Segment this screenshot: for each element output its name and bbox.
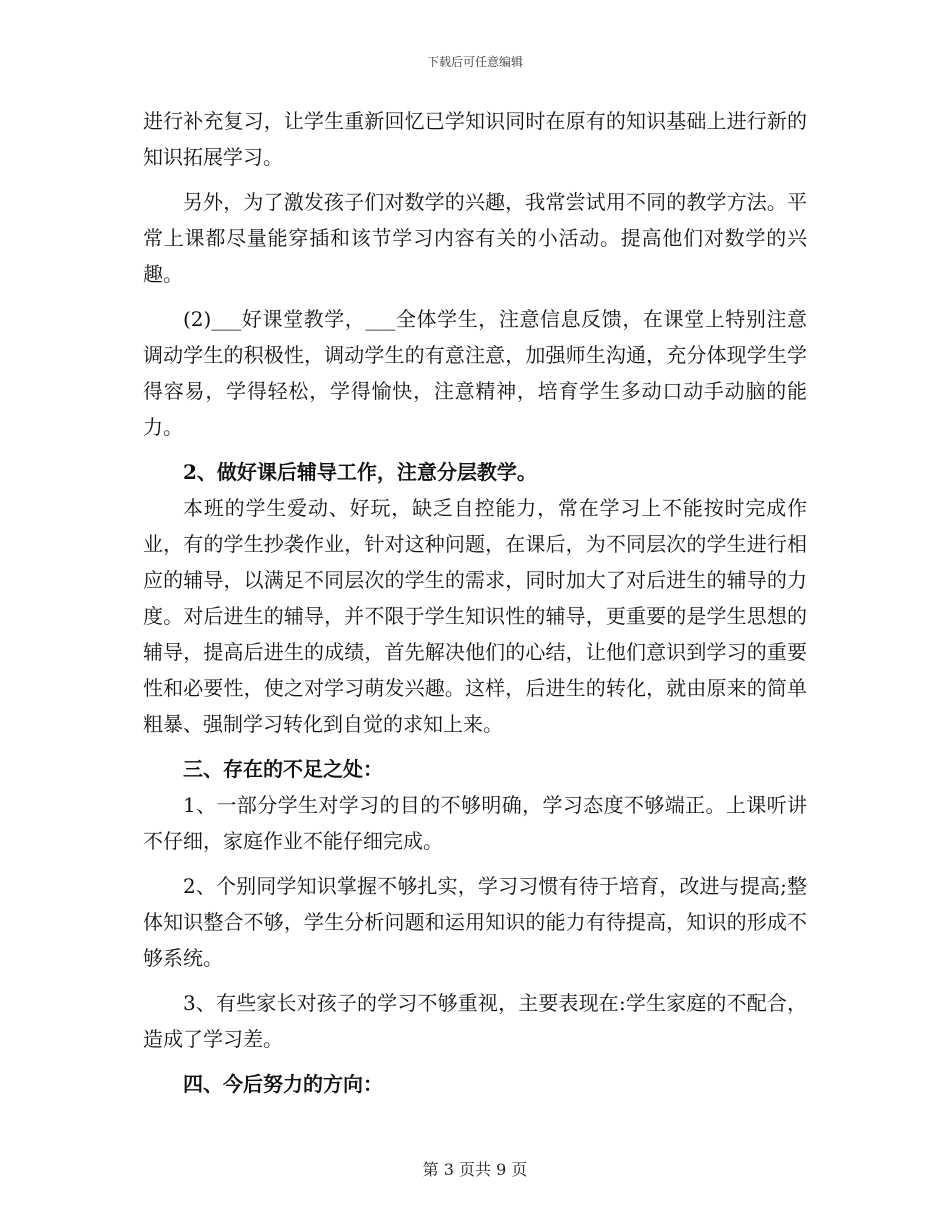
- page-header: 下载后可任意编辑: [426, 55, 523, 69]
- paragraph-shortcoming-3: 3、有些家长对孩子的学习不够重视，主要表现在:学生家庭的不配合，造成了学习差。: [143, 991, 807, 1051]
- paragraph-classroom-teaching: (2)___好课堂教学，___全体学生，注意信息反馈，在课堂上特别注意调动学生的积极性，调动学生的有意注意，加强师生沟通，充分体现学生学得容易，学得轻松，学得愉快，注意精神，培育学生多动口动手动脑的能力。: [143, 307, 807, 439]
- paragraph-shortcoming-1: 1、一部分学生对学习的目的不够明确，学习态度不够端正。上课听讲不仔细，家庭作业不能仔细完成。: [143, 793, 807, 853]
- heading-shortcomings: 三、存在的不足之处：: [183, 757, 383, 781]
- page-footer: 第 3 页共 9 页: [422, 1160, 528, 1179]
- heading-after-class-tutoring: 2、做好课后辅导工作，注意分层教学。: [183, 460, 537, 484]
- paragraph-interest: 另外，为了激发孩子们对数学的兴趣，我常尝试用不同的教学方法。平常上课都尽量能穿插和该节学习内容有关的小活动。提高他们对数学的兴趣。: [143, 190, 807, 286]
- paragraph-shortcoming-2: 2、个别同学知识掌握不够扎实，学习习惯有待于培育，改进与提高;整体知识整合不够，学生分析问题和运用知识的能力有待提高，知识的形成不够系统。: [143, 874, 807, 970]
- heading-future-direction: 四、今后努力的方向：: [183, 1072, 383, 1096]
- paragraph-continuation: 进行补充复习，让学生重新回忆已学知识同时在原有的知识基础上进行新的知识拓展学习。: [143, 109, 807, 169]
- paragraph-tutoring: 本班的学生爱动、好玩，缺乏自控能力，常在学习上不能按时完成作业，有的学生抄袭作业，针对这种问题，在课后，为不同层次的学生进行相应的辅导，以满足不同层次的学生的需求，同时加大了对后进生的辅导的力度。对后进生的辅导，并不限于学生知识性的辅导，更重要的是学生思想的辅导，提高后进生的成绩，首先解决他们的心结，让他们意识到学习的重要性和必要性，使之对学习萌发兴趣。这样，后进生的转化，就由原来的简单粗暴、强制学习转化到自觉的求知上来。: [143, 496, 807, 736]
- document-body: [143, 103, 807, 1102]
